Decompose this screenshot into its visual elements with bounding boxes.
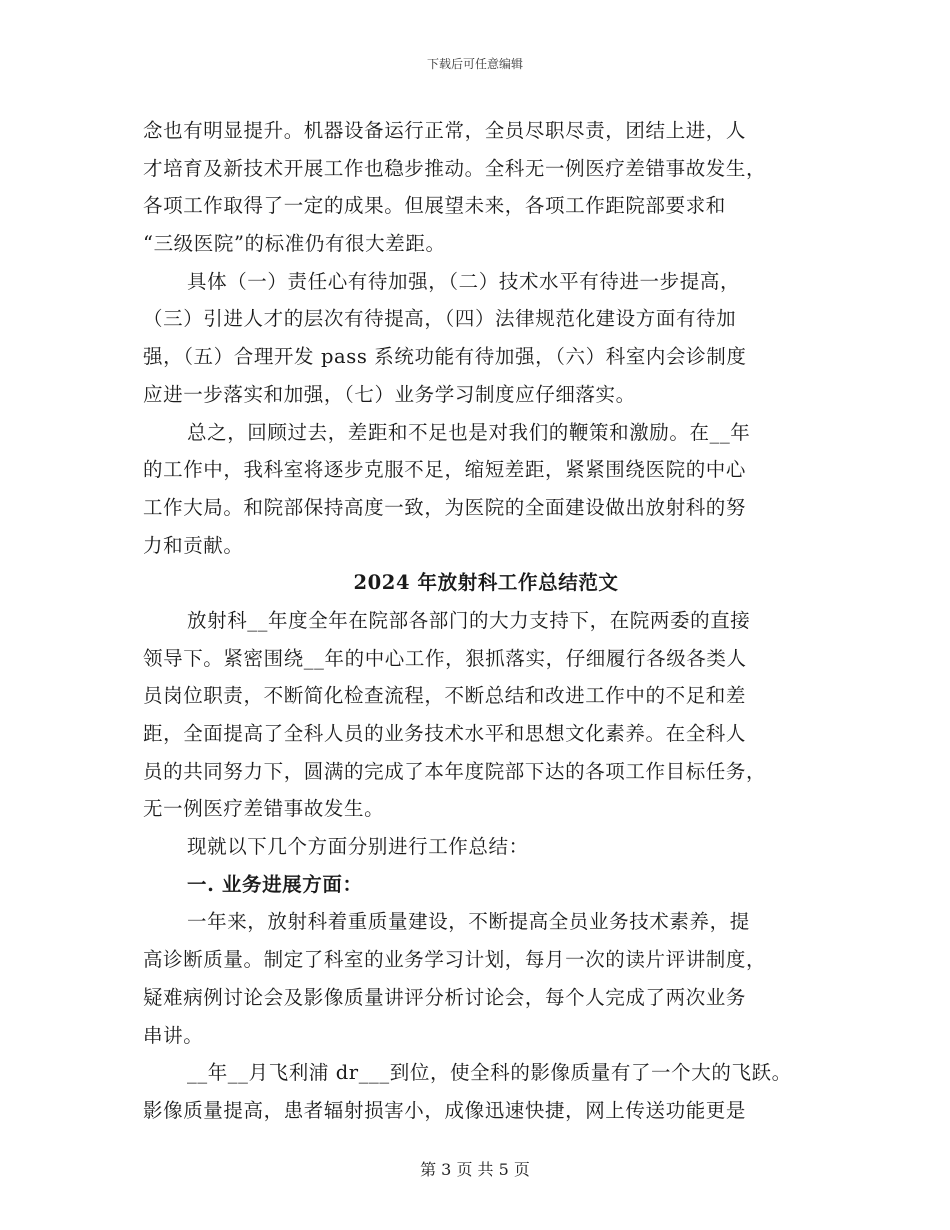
document-title: 2024 年放射科工作总结范文 bbox=[353, 571, 619, 595]
paragraph-line: 距，全面提高了全科人员的业务技术水平和思想文化素养。在全科人 bbox=[143, 722, 747, 745]
document-body bbox=[143, 112, 809, 1130]
page-number: 第 3 页 共 5 页 bbox=[420, 1160, 530, 1179]
paragraph-line: 工作大局。和院部保持高度一致，为医院的全面建设做出放射科的努 bbox=[143, 495, 747, 519]
paragraph-line: 高诊断质量。制定了科室的业务学习计划，每月一次的读片评讲制度， bbox=[143, 948, 767, 972]
paragraph-line: __年__月飞利浦 dr___到位，使全科的影像质量有了一个大的飞跃。 bbox=[187, 1061, 792, 1085]
paragraph-line: 放射科__年度全年在院部各部门的大力支持下，在院两委的直接 bbox=[187, 608, 751, 632]
paragraph-line: 各项工作取得了一定的成果。但展望未来，各项工作距院部要求和 bbox=[143, 194, 726, 218]
paragraph-line: 才培育及新技术开展工作也稳步推动。全科无一例医疗差错事故发生， bbox=[143, 156, 767, 180]
paragraph-line: 一年来，放射科着重质量建设，不断提高全员业务技术素养，提 bbox=[187, 910, 750, 934]
paragraph-line: 串讲。 bbox=[143, 1023, 204, 1047]
page-header: 下载后可任意编辑 bbox=[426, 57, 523, 71]
paragraph-line: 疑难病例讨论会及影像质量讲评分析讨论会，每个人完成了两次业务 bbox=[143, 985, 747, 1009]
paragraph-line: 念也有明显提升。机器设备运行正常，全员尽职尽责，团结上进，人 bbox=[143, 119, 747, 142]
paragraph-line: 员的共同努力下，圆满的完成了本年度院部下达的各项工作目标任务， bbox=[143, 759, 767, 783]
paragraph-line: 影像质量提高，患者辐射损害小，成像迅速快捷，网上传送功能更是 bbox=[143, 1098, 747, 1122]
paragraph-line: 总之，回顾过去，差距和不足也是对我们的鞭策和激励。在__年 bbox=[187, 420, 751, 444]
paragraph-line: 员岗位职责，不断简化检查流程，不断总结和改进工作中的不足和差 bbox=[143, 684, 747, 708]
paragraph-line: 无一例医疗差错事故发生。 bbox=[143, 797, 385, 821]
paragraph-line: 现就以下几个方面分别进行工作总结： bbox=[187, 835, 529, 859]
paragraph-line: “三级医院”的标准仍有很大差距。 bbox=[143, 232, 446, 256]
paragraph-line: 具体（一）责任心有待加强，（二）技术水平有待进一步提高， bbox=[187, 269, 741, 293]
paragraph-line: 强，（五）合理开发 pass 系统功能有待加强，（六）科室内会诊制度 bbox=[143, 345, 747, 369]
paragraph-line: （三）引进人才的层次有待提高，（四）法律规范化建设方面有待加 bbox=[143, 307, 737, 331]
paragraph-line: 应进一步落实和加强，（七）业务学习制度应仔细落实。 bbox=[143, 382, 636, 406]
paragraph-line: 力和贡献。 bbox=[143, 533, 244, 557]
paragraph-line: 的工作中，我科室将逐步克服不足，缩短差距，紧紧围绕医院的中心 bbox=[143, 458, 747, 482]
paragraph-line: 领导下。紧密围绕__年的中心工作，狠抓落实，仔细履行各级各类人 bbox=[143, 646, 747, 670]
section-heading: 一. 业务进展方面： bbox=[187, 872, 363, 896]
